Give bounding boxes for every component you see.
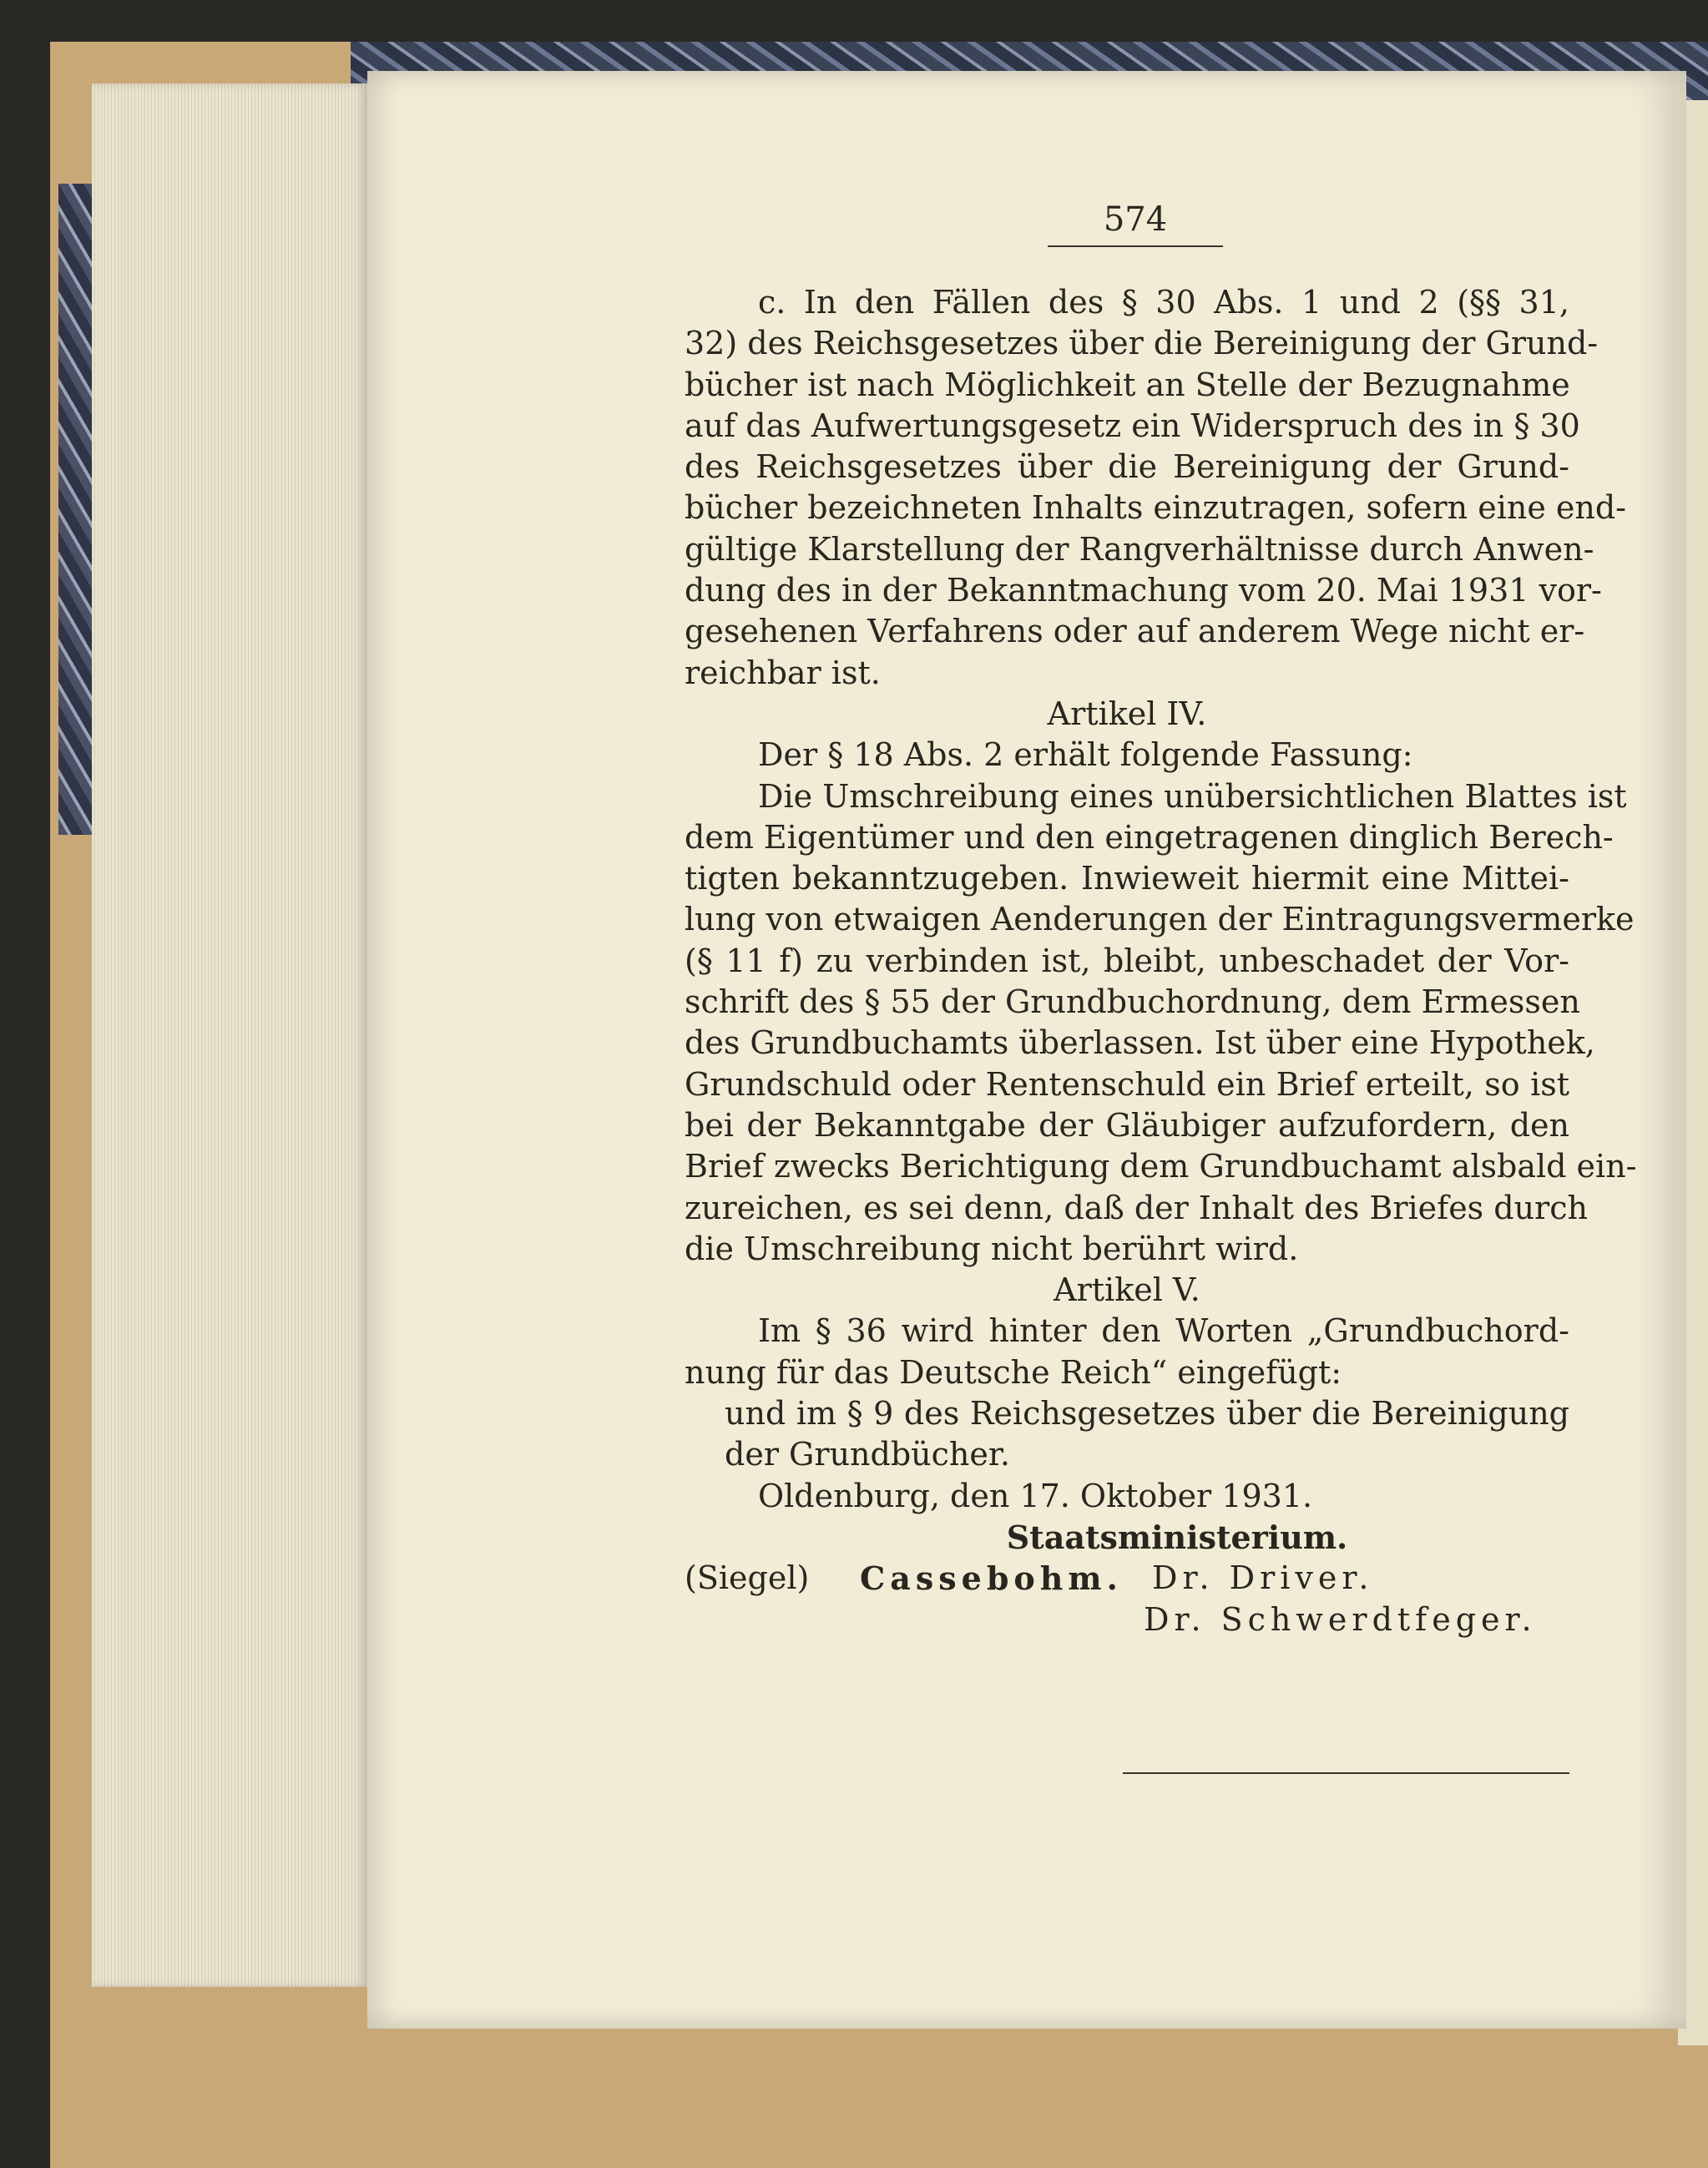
signature-cassebohm: Cassebohm.: [860, 1559, 1123, 1598]
date-line: Oldenburg, den 17. Oktober 1931.: [758, 1477, 1313, 1514]
text-line: 32) des Reichsgesetzes über die Bereinigung der Grund-: [685, 325, 1599, 362]
text-line: dem Eigentümer und den eingetragenen dinglich Berech-: [685, 818, 1614, 856]
text-line: bücher bezeichneten Inhalts einzutragen, sofern eine end-: [685, 489, 1627, 527]
artikel-v-heading: Artikel V.: [1054, 1271, 1200, 1309]
page-body: [685, 282, 1637, 1640]
seal-label: (Siegel): [685, 1559, 810, 1597]
artikel-v-text: [685, 1311, 1569, 1475]
text-line: Brief zwecks Berichtigung dem Grundbuchamt alsbald ein-: [685, 1148, 1637, 1185]
authority-heading: Staatsministerium.: [1006, 1518, 1348, 1556]
text-line: Die Umschreibung eines unübersichtlichen Blattes ist: [758, 777, 1627, 815]
text-line: reichbar ist.: [685, 654, 881, 691]
text-line: des Reichsgesetzes über die Bereinigung der Grund-: [685, 448, 1569, 486]
text-line: (§ 11 f) zu verbinden ist, bleibt, unbeschadet der Vor-: [685, 942, 1569, 979]
text-line: Grundschuld oder Rentenschuld ein Brief erteilt, so ist: [685, 1065, 1569, 1103]
text-line: gesehenen Verfahrens oder auf anderem Wege nicht er-: [685, 613, 1585, 650]
text-line: nung für das Deutsche Reich“ eingefügt:: [685, 1353, 1342, 1391]
quoted-line: und im § 9 des Reichsgesetzes über die Bereinigung: [725, 1395, 1569, 1433]
signature-driver: Dr. Driver.: [1152, 1559, 1374, 1597]
page-block-edges: [92, 83, 367, 1987]
text-line: auf das Aufwertungsgesetz ein Widerspruch des in § 30: [685, 407, 1580, 444]
section-c: [685, 282, 1627, 694]
text-line: schrift des § 55 der Grundbuchordnung, dem Ermessen: [685, 983, 1580, 1021]
text-line: dung des in der Bekanntmachung vom 20. Mai 1931 vor-: [685, 572, 1602, 609]
signature-schwerdtfeger: Dr. Schwerdtfeger.: [1144, 1600, 1537, 1638]
artikel-iv-intro: Der § 18 Abs. 2 erhält folgende Fassung:: [758, 736, 1413, 774]
signature-row: [685, 1558, 1569, 1599]
text-line: gültige Klarstellung der Rangverhältnisse durch Anwen-: [685, 530, 1594, 568]
page-number: 574: [1103, 200, 1168, 239]
artikel-iv-heading: Artikel IV.: [1047, 695, 1207, 732]
text-line: die Umschreibung nicht berührt wird.: [685, 1230, 1299, 1267]
text-line: tigten bekanntzugeben. Inwieweit hiermit eine Mittei-: [685, 860, 1569, 897]
text-line: zureichen, es sei denn, daß der Inhalt des Briefes durch: [685, 1189, 1588, 1226]
text-line: bücher ist nach Möglichkeit an Stelle der Bezugnahme: [685, 366, 1570, 403]
signature-rule: [1123, 1772, 1569, 1774]
text-line: des Grundbuchamts überlassen. Ist über eine Hypothek,: [685, 1024, 1595, 1062]
text-line: c. In den Fällen des § 30 Abs. 1 und 2 (§§ 31,: [758, 284, 1569, 321]
signature-row: [685, 1599, 1569, 1640]
artikel-iv-text: [685, 776, 1637, 1271]
text-line: Im § 36 wird hinter den Worten „Grundbuchord-: [758, 1312, 1569, 1350]
text-line: lung von etwaigen Aenderungen der Eintragungsvermerke: [685, 901, 1635, 938]
page-number-rule: [1048, 245, 1223, 247]
quoted-line: der Grundbücher.: [725, 1436, 1010, 1473]
text-line: bei der Bekanntgabe der Gläubiger aufzufordern, den: [685, 1106, 1569, 1144]
